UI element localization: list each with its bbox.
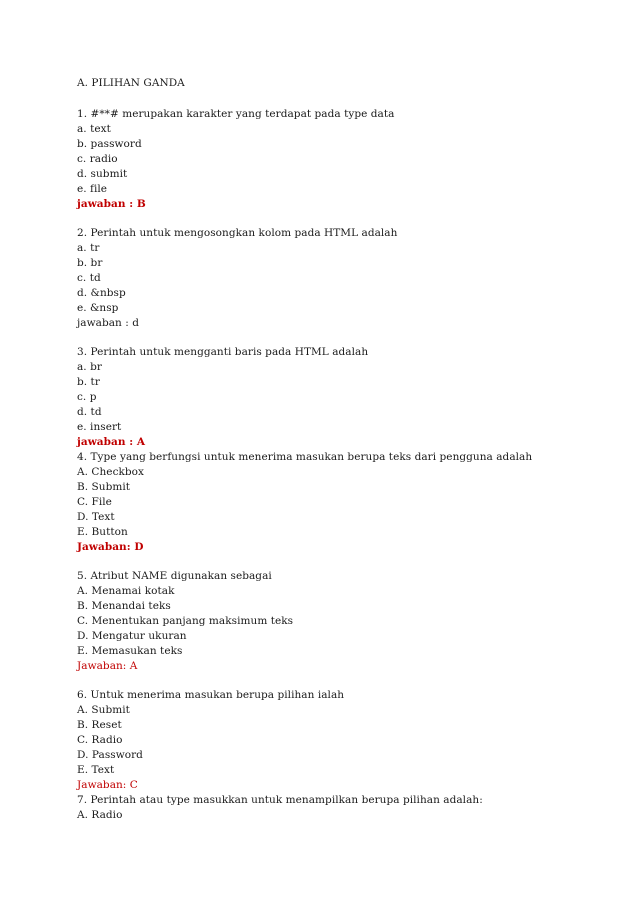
q1-option-d: d. submit <box>77 168 128 180</box>
question-2: 2. Perintah untuk mengosongkan kolom pada HTML adalah <box>77 227 398 239</box>
question-6: 6. Untuk menerima masukan berupa pilihan ialah <box>77 689 345 701</box>
q1-option-a: a. text <box>77 123 111 135</box>
q4-option-a: A. Checkbox <box>77 466 145 478</box>
q2-option-c: c. td <box>77 272 101 284</box>
q2-option-d: d. &nbsp <box>77 287 126 299</box>
q4-option-d: D. Text <box>77 511 115 523</box>
section-title: A. PILIHAN GANDA <box>77 77 185 89</box>
q5-option-c: C. Menentukan panjang maksimum teks <box>77 615 294 627</box>
question-1: 1. #**# merupakan karakter yang terdapat pada type data <box>77 108 395 120</box>
q6-option-b: B. Reset <box>77 719 122 731</box>
q5-option-a: A. Menamai kotak <box>77 585 175 597</box>
q3-option-b: b. tr <box>77 376 100 388</box>
q3-option-e: e. insert <box>77 421 122 433</box>
q2-option-b: b. br <box>77 257 103 269</box>
q5-answer: Jawaban: A <box>77 660 138 672</box>
q2-option-a: a. tr <box>77 242 100 254</box>
q6-option-a: A. Submit <box>77 704 130 716</box>
q3-option-c: c. p <box>77 391 97 403</box>
q3-option-d: d. td <box>77 406 102 418</box>
q2-option-e: e. &nsp <box>77 302 119 314</box>
q4-option-b: B. Submit <box>77 481 131 493</box>
question-4: 4. Type yang berfungsi untuk menerima masukan berupa teks dari pengguna adalah <box>77 451 533 463</box>
q1-answer: jawaban : B <box>77 198 146 210</box>
q6-option-d: D. Password <box>77 749 143 761</box>
q6-option-e: E. Text <box>77 764 115 776</box>
q4-option-c: C. File <box>77 496 112 508</box>
q5-option-e: E. Memasukan teks <box>77 645 183 657</box>
question-3: 3. Perintah untuk mengganti baris pada HTML adalah <box>77 346 369 358</box>
q1-option-b: b. password <box>77 138 142 150</box>
q3-answer: jawaban : A <box>77 436 146 448</box>
q7-option-a: A. Radio <box>77 809 123 821</box>
q2-answer: jawaban : d <box>77 317 139 329</box>
q4-answer: Jawaban: D <box>77 541 144 553</box>
q6-answer: Jawaban: C <box>77 779 138 791</box>
q1-option-e: e. file <box>77 183 108 195</box>
question-7: 7. Perintah atau type masukkan untuk menampilkan berupa pilihan adalah: <box>77 794 483 806</box>
q3-option-a: a. br <box>77 361 102 373</box>
q4-option-e: E. Button <box>77 526 128 538</box>
q5-option-b: B. Menandai teks <box>77 600 171 612</box>
question-5: 5. Atribut NAME digunakan sebagai <box>77 570 272 582</box>
q5-option-d: D. Mengatur ukuran <box>77 630 187 642</box>
q6-option-c: C. Radio <box>77 734 123 746</box>
q1-option-c: c. radio <box>77 153 118 165</box>
